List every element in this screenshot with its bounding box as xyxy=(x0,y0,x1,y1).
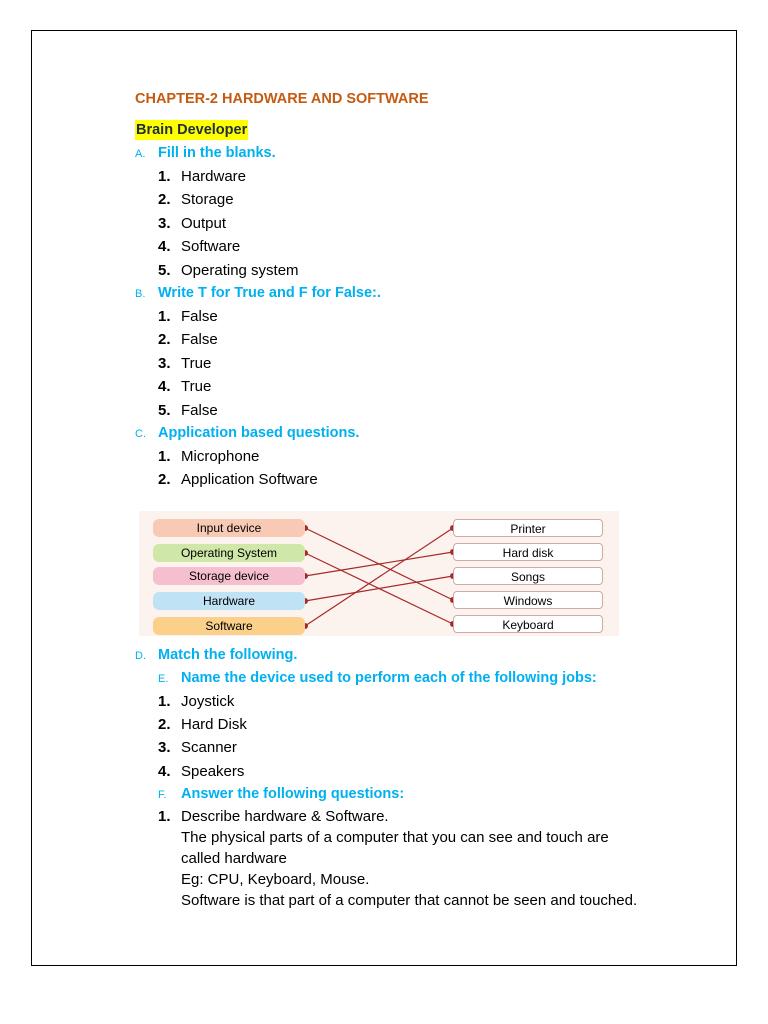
item-text: Storage xyxy=(181,191,234,209)
section-b-heading xyxy=(135,282,675,305)
section-title: Name the device used to perform each of the following jobs: xyxy=(181,669,597,686)
section-letter: F. xyxy=(158,789,167,802)
item-number: 4. xyxy=(158,762,171,780)
answer-line: Software is that part of a computer that cannot be seen and touched. xyxy=(181,892,638,910)
match-line-hardware-to-songs xyxy=(305,576,453,601)
item-number: 3. xyxy=(158,214,171,232)
right-node-keyboard: Keyboard xyxy=(453,615,603,633)
list-item xyxy=(135,375,675,398)
item-number: 5. xyxy=(158,401,171,419)
list-item xyxy=(135,165,675,188)
item-text: False xyxy=(181,401,218,419)
item-number: 3. xyxy=(158,354,171,372)
answer-line: The physical parts of a computer that you can see and touch are called hardware xyxy=(181,829,609,868)
list-item xyxy=(135,352,675,375)
list-item xyxy=(135,760,675,783)
item-number: 1. xyxy=(158,692,171,710)
section-title: Answer the following questions: xyxy=(181,786,405,803)
item-text: Output xyxy=(181,214,227,232)
left-node-hardware: Hardware xyxy=(153,592,305,610)
section-title: Match the following. xyxy=(158,646,298,663)
item-number: 1. xyxy=(158,168,171,185)
item-text: Hardware xyxy=(181,168,247,185)
item-number: 4. xyxy=(158,378,171,396)
item-text: Speakers xyxy=(181,762,245,780)
list-item xyxy=(135,235,675,258)
list-item xyxy=(135,468,675,491)
right-node-hard-disk: Hard disk xyxy=(453,543,603,561)
item-number: 2. xyxy=(158,331,171,349)
item-text: Operating system xyxy=(181,261,299,279)
list-item xyxy=(135,399,675,422)
match-the-following-figure xyxy=(139,511,619,636)
answer-line: Eg: CPU, Keyboard, Mouse. xyxy=(181,871,370,889)
match-line-software-to-printer xyxy=(305,528,453,626)
right-node-printer: Printer xyxy=(453,519,603,537)
question-item xyxy=(135,806,675,827)
brain-developer-heading: Brain Developer xyxy=(136,122,248,138)
list-item xyxy=(135,212,675,235)
list-item xyxy=(135,445,675,468)
item-text: Microphone xyxy=(181,447,260,465)
section-e-heading xyxy=(135,667,675,690)
list-item xyxy=(135,259,675,282)
list-item xyxy=(135,713,675,736)
left-node-operating-system: Operating System xyxy=(153,544,305,562)
section-letter: C. xyxy=(135,427,146,440)
section-c-heading xyxy=(135,422,675,445)
document-content xyxy=(135,88,675,911)
section-a-heading xyxy=(135,142,675,165)
section-title: Fill in the blanks. xyxy=(158,145,276,161)
section-letter: E. xyxy=(158,672,169,685)
section-letter: A. xyxy=(135,148,146,160)
item-text: Joystick xyxy=(181,692,235,710)
list-item xyxy=(135,305,675,328)
item-text: True xyxy=(181,378,212,396)
item-number: 1. xyxy=(158,307,171,325)
section-letter: D. xyxy=(135,649,146,662)
section-letter: B. xyxy=(135,287,146,300)
item-text: Hard Disk xyxy=(181,716,247,734)
question-text: Describe hardware & Software. xyxy=(181,808,389,826)
item-number: 2. xyxy=(158,191,171,209)
right-node-windows: Windows xyxy=(453,591,603,609)
section-d-heading xyxy=(135,644,675,667)
section-title: Application based questions. xyxy=(158,424,360,441)
item-number: 5. xyxy=(158,261,171,279)
list-item xyxy=(135,328,675,351)
item-text: False xyxy=(181,331,218,349)
list-item xyxy=(135,188,675,211)
answer-block xyxy=(135,827,651,911)
list-item xyxy=(135,690,675,713)
item-text: False xyxy=(181,307,218,325)
item-text: True xyxy=(181,354,212,372)
item-text: Application Software xyxy=(181,471,318,489)
item-text: Scanner xyxy=(181,739,237,757)
left-node-input-device: Input device xyxy=(153,519,305,537)
item-text: Software xyxy=(181,238,241,256)
left-node-software: Software xyxy=(153,617,305,635)
chapter-title: CHAPTER-2 HARDWARE AND SOFTWARE xyxy=(135,91,429,107)
item-number: 3. xyxy=(158,739,171,757)
item-number: 2. xyxy=(158,716,171,734)
left-node-storage-device: Storage device xyxy=(153,567,305,585)
item-number: 4. xyxy=(158,238,171,256)
section-title: Write T for True and F for False:. xyxy=(158,284,381,301)
right-node-songs: Songs xyxy=(453,567,603,585)
list-item xyxy=(135,736,675,759)
item-number: 2. xyxy=(158,471,171,489)
item-number: 1. xyxy=(158,447,171,465)
item-number: 1. xyxy=(158,808,171,826)
section-f-heading xyxy=(135,783,675,806)
